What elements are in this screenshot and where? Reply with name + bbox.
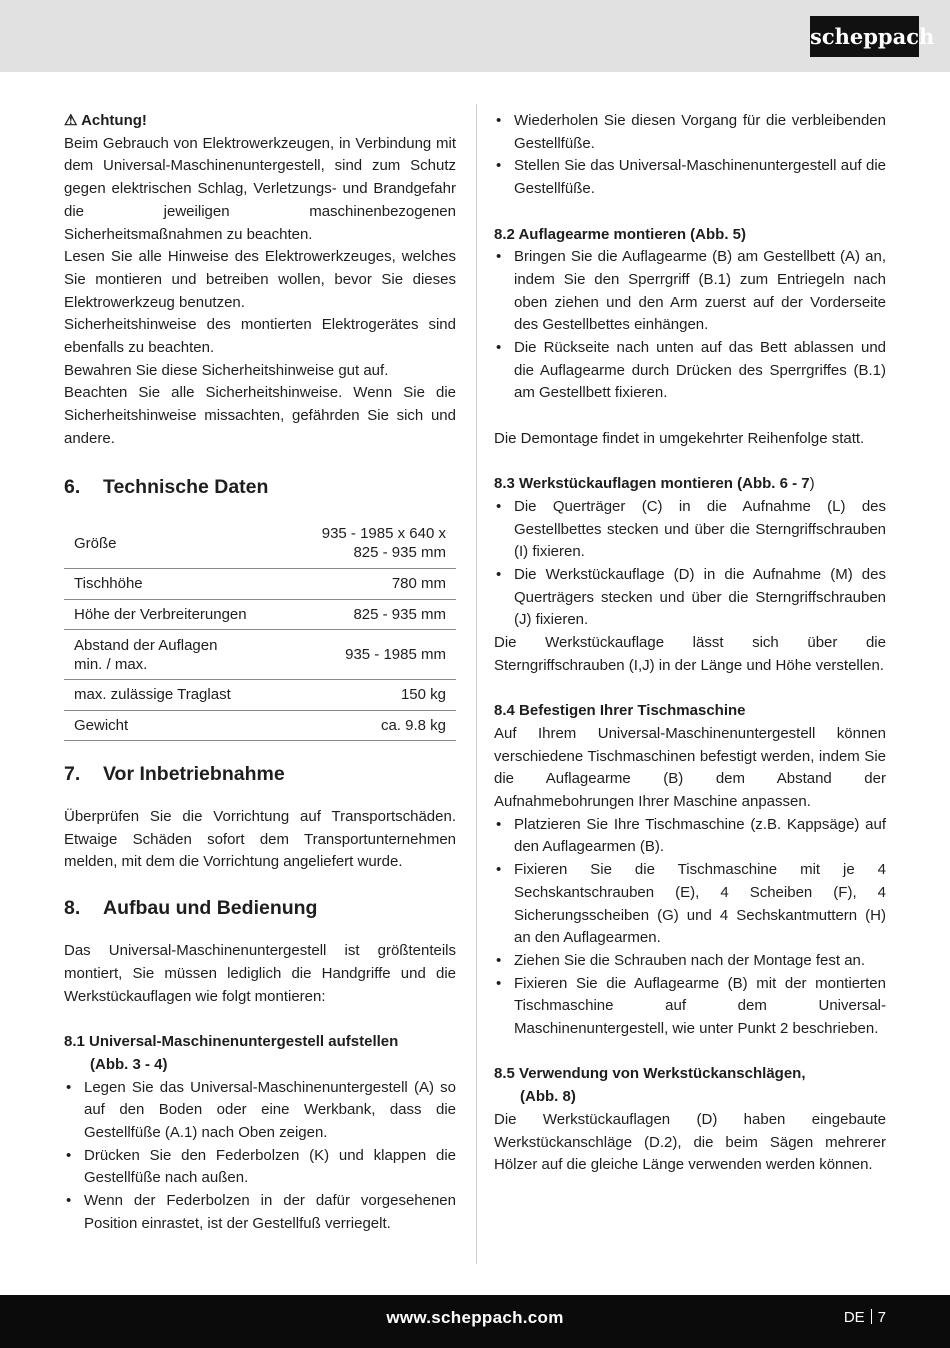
list-item-text: Fixieren Sie die Auflagearme (B) mit der montierten Tischmaschine auf dem Universal-Maschinenuntergestell, wie unter Punkt 2 beschrieben.: [514, 974, 886, 1038]
separator: [871, 1309, 872, 1324]
subsection-8-5-text: Die Werkstückauflagen (D) haben eingebaute Werkstückanschläge (D.2), die beim Sägen mehrerer Hölzer auf die gleiche Länge verwenden werden können.: [494, 1110, 886, 1174]
bullet-icon: •: [496, 815, 502, 833]
page-footer: [0, 1295, 950, 1348]
spec-value-line: 935 - 1985 x 640 x: [321, 525, 446, 543]
page-number-value: 7: [877, 1309, 886, 1326]
subsection-8-1-figref: (Abb. 3 - 4): [90, 1055, 168, 1073]
list-item: [64, 1145, 456, 1190]
bullet-icon: •: [496, 497, 502, 515]
subsection-8-3-title-tail: ): [809, 475, 815, 493]
spec-label: [64, 630, 288, 680]
spec-label-line: min. / max.: [74, 655, 148, 673]
bullet-icon: •: [496, 248, 502, 266]
section-8-text: Das Universal-Maschinenuntergestell ist größtenteils montiert, Sie müssen lediglich die Handgriffe und die Werkstückauflagen wie folgt montieren:: [64, 942, 456, 1005]
table-row: [64, 599, 456, 630]
warning-paragraph: Bewahren Sie diese Sicherheitshinweise gut auf.: [64, 361, 389, 379]
spec-table: [64, 519, 456, 742]
list-item: [494, 155, 886, 200]
list-item: [494, 950, 886, 973]
list-item-text: Drücken Sie den Federbolzen (K) und klappen die Gestellfüße nach außen.: [84, 1146, 456, 1187]
list-item: [494, 564, 886, 632]
list-item-text: Stellen Sie das Universal-Maschinenuntergestell auf die Gestellfüße.: [514, 157, 886, 198]
column-divider: [476, 104, 477, 1264]
subsection-8-4-title: 8.4 Befestigen Ihrer Tischmaschine: [494, 702, 746, 720]
bullet-icon: •: [496, 566, 502, 584]
spec-label: Gewicht: [64, 710, 288, 741]
page-header: [0, 0, 950, 72]
language-code: DE: [843, 1309, 865, 1326]
subsection-8-1-title: 8.1 Universal-Maschinenuntergestell aufstellen: [64, 1033, 399, 1051]
subsection-8-3-list: [494, 496, 886, 632]
table-row: [64, 569, 456, 600]
list-item-text: Die Querträger (C) in die Aufnahme (L) des Gestellbettes stecken und über die Sterngriffschrauben (I) fixieren.: [514, 497, 886, 561]
bullet-icon: •: [66, 1078, 72, 1096]
spec-label: Höhe der Verbreiterungen: [64, 599, 288, 630]
section-number: 8.: [64, 897, 81, 920]
spec-value: 825 - 935 mm: [288, 599, 456, 630]
warning-paragraph: Beim Gebrauch von Elektrowerkzeugen, in Verbindung mit dem Universal-Maschinenuntergestell, sind zum Schutz gegen elektrischen Schlag, Verletzungs- und Brandgefahr die jeweiligen maschinenbezogenen Sicherheitsmaßnahmen zu beachten.: [64, 134, 456, 243]
list-item-text: Fixieren Sie die Tischmaschine mit je 4 Sechskantschrauben (E), 4 Scheiben (F), 4 Sicherungsscheiben (G) und 4 Sechskantmuttern (H) an den Auflagearmen.: [514, 861, 886, 947]
spec-label: max. zulässige Traglast: [64, 680, 288, 711]
table-row: [64, 519, 456, 569]
subsection-8-5-title: 8.5 Verwendung von Werkstückanschlägen,: [494, 1065, 806, 1083]
list-item: [64, 1190, 456, 1235]
list-item: [494, 496, 886, 564]
list-item: [494, 337, 886, 405]
list-item-text: Legen Sie das Universal-Maschinenuntergestell (A) so auf den Boden oder eine Werkbank, dass die Gestellfüße (A.1) nach Oben zeigen.: [84, 1078, 456, 1142]
section-title: Aufbau und Bedienung: [103, 897, 318, 920]
warning-paragraph: Lesen Sie alle Hinweise des Elektrowerkzeuges, welches Sie montieren und betreiben wollen, bevor Sie dieses Elektrowerkzeug benutzen.: [64, 248, 456, 311]
list-item: [494, 973, 886, 1041]
section-number: 6.: [64, 475, 81, 498]
spec-value: 935 - 1985 mm: [288, 630, 456, 680]
section-number: 7.: [64, 763, 81, 786]
subsection-8-4-text: Auf Ihrem Universal-Maschinenuntergestell können verschiedene Tischmaschinen befestigt werden, indem Sie die Auflagearme (B) dem Abstand der Aufnahmebohrungen Ihrer Maschine anpassen.: [494, 724, 886, 811]
website-link[interactable]: www.scheppach.com: [386, 1308, 564, 1327]
table-row: [64, 710, 456, 741]
warning-paragraph: Beachten Sie alle Sicherheitshinweise. Wenn Sie die Sicherheitshinweise missachten, gefährden Sie sich und andere.: [64, 384, 456, 447]
stand-list-continued: [494, 110, 886, 201]
bullet-icon: •: [496, 157, 502, 175]
subsection-8-5-figref: (Abb. 8): [520, 1088, 576, 1106]
scheppach-logo: scheppach: [810, 16, 919, 57]
left-column: [64, 110, 456, 1236]
list-item-text: Die Rückseite nach unten auf das Bett ablassen und die Auflagearme durch Drücken des Sperrgriffes (B.1) am Gestellbett fixieren.: [514, 339, 886, 402]
spec-label: Größe: [64, 519, 288, 569]
list-item-text: Ziehen Sie die Schrauben nach der Montage fest an.: [514, 951, 866, 969]
subsection-8-4-list: [494, 814, 886, 1041]
warning-title: Achtung!: [81, 112, 147, 129]
warning-heading: [64, 110, 456, 133]
spec-value: [288, 519, 456, 569]
subsection-8-3-title: [494, 473, 886, 496]
subsection-8-2-list: [494, 246, 886, 405]
bullet-icon: •: [496, 974, 502, 992]
right-column: [494, 110, 886, 1177]
section-7-text: Überprüfen Sie die Vorrichtung auf Transportschäden. Etwaige Schäden sofort dem Transportunternehmen melden, mit dem die Vorrichtung angeliefert wurde.: [64, 808, 456, 871]
page-number: [844, 1295, 886, 1341]
list-item-text: Die Werkstückauflage (D) in die Aufnahme (M) des Querträgers stecken und über die Sterngriffschrauben (J) fixieren.: [514, 566, 886, 629]
spec-value: ca. 9.8 kg: [288, 710, 456, 741]
bullet-icon: •: [66, 1192, 72, 1210]
bullet-icon: •: [496, 951, 502, 969]
warning-paragraph: Sicherheitshinweise des montierten Elektrogerätes sind ebenfalls zu beachten.: [64, 316, 456, 357]
subsection-8-2-title: 8.2 Auflagearme montieren (Abb. 5): [494, 225, 746, 243]
spec-label: Tischhöhe: [64, 569, 288, 600]
bullet-icon: •: [496, 339, 502, 357]
list-item: [64, 1077, 456, 1145]
spec-label-line: Abstand der Auflagen: [74, 636, 218, 654]
warning-icon: ⚠: [64, 112, 78, 129]
list-item: [494, 246, 886, 337]
table-row: [64, 630, 456, 680]
section-title: Vor Inbetriebnahme: [103, 763, 285, 786]
subsection-8-1-list: [64, 1077, 456, 1236]
subsection-8-2-text: Die Demontage findet in umgekehrter Reihenfolge statt.: [494, 429, 865, 447]
bullet-icon: •: [66, 1146, 72, 1164]
list-item-text: Wiederholen Sie diesen Vorgang für die verbleibenden Gestellfüße.: [514, 112, 886, 152]
section-8-heading: [64, 896, 456, 920]
subsection-8-3-text: Die Werkstückauflage lässt sich über die Sterngriffschrauben (I,J) in der Länge und Höhe verstellen.: [494, 634, 886, 674]
list-item: [494, 859, 886, 950]
section-title: Technische Daten: [103, 475, 269, 498]
section-6-heading: [64, 475, 456, 499]
subsection-8-3-title-bold: 8.3 Werkstückauflagen montieren (Abb. 6 - 7: [494, 475, 810, 493]
table-row: [64, 680, 456, 711]
spec-value-line: 825 - 935 mm: [353, 544, 446, 562]
section-7-heading: [64, 762, 456, 786]
list-item-text: Bringen Sie die Auflagearme (B) am Gestellbett (A) an, indem Sie den Sperrgriff (B.1) zum Entriegeln nach oben ziehen und den Arm zuerst auf der Vorderseite des Gestellbettes einhängen.: [514, 248, 886, 334]
list-item-text: Wenn der Federbolzen in der dafür vorgesehenen Position einrastet, ist der Gestellfuß verriegelt.: [84, 1192, 456, 1232]
spec-value: 780 mm: [288, 569, 456, 600]
spec-value: 150 kg: [288, 680, 456, 711]
list-item: [494, 110, 886, 155]
list-item-text: Platzieren Sie Ihre Tischmaschine (z.B. Kappsäge) auf den Auflagearmen (B).: [514, 815, 886, 856]
bullet-icon: •: [496, 861, 502, 879]
bullet-icon: •: [496, 112, 502, 129]
list-item: [494, 814, 886, 859]
